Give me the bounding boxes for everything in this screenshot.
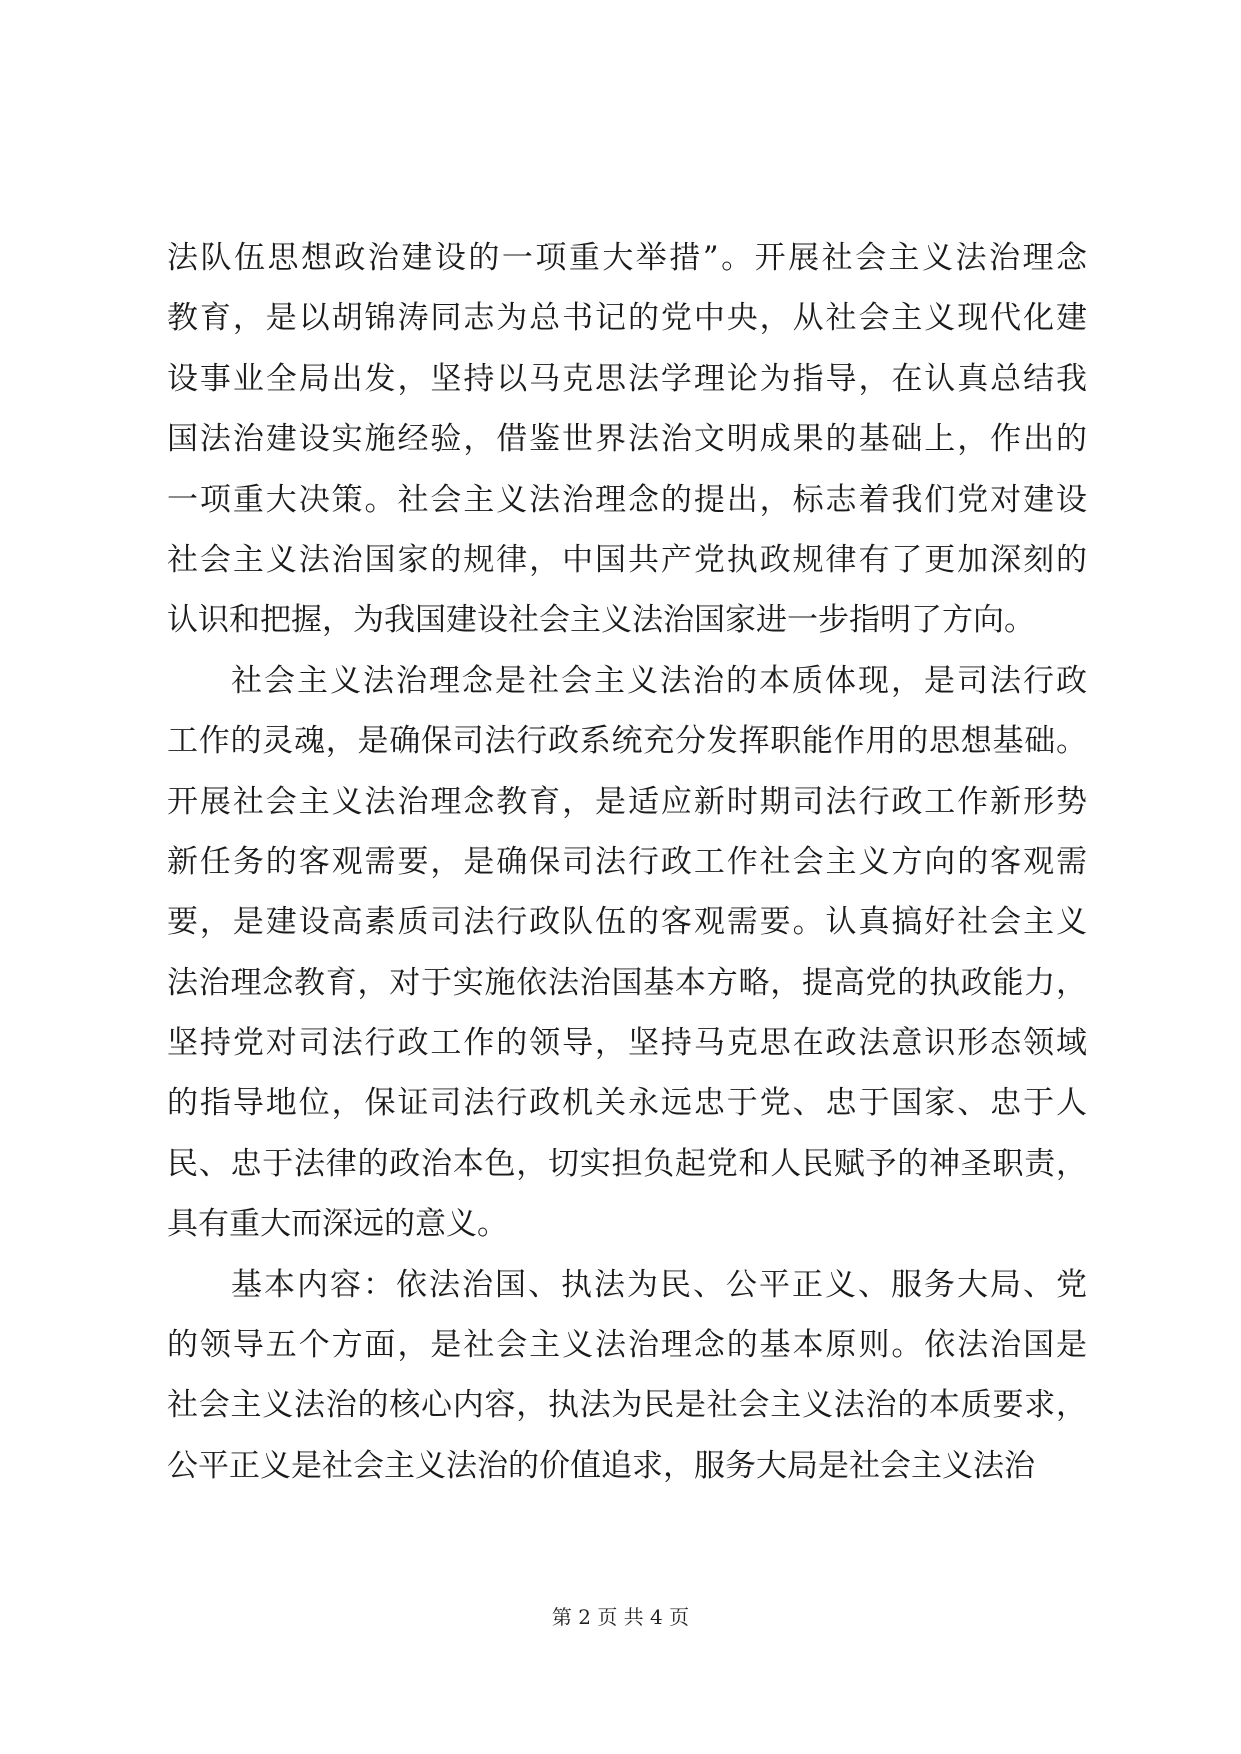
page-footer: 第 2 页 共 4 页 (551, 1605, 690, 1629)
text-line: 坚持党对司法行政工作的领导，坚持马克思在政法意识形态领域 (167, 1025, 1087, 1062)
text-line: 公平正义是社会主义法治的价值追求，服务大局是社会主义法治 (167, 1447, 1035, 1484)
text-line: 基本内容：依法治国、执法为民、公平正义、服务大局、党 (231, 1266, 1087, 1303)
paragraph (167, 1255, 1087, 1497)
document-body (167, 228, 1087, 1496)
text-line: 认识和把握，为我国建设社会主义法治国家进一步指明了方向。 (167, 602, 1035, 639)
paragraph (167, 228, 1087, 651)
text-line: 新任务的客观需要，是确保司法行政工作社会主义方向的客观需 (167, 843, 1087, 880)
text-line: 具有重大而深远的意义。 (167, 1206, 508, 1243)
text-line: 工作的灵魂，是确保司法行政系统充分发挥职能作用的思想基础。 (167, 723, 1087, 760)
text-line: 教育，是以胡锦涛同志为总书记的党中央，从社会主义现代化建 (167, 300, 1087, 337)
text-line: 要，是建设高素质司法行政队伍的客观需要。认真搞好社会主义 (167, 904, 1087, 941)
text-line: 的领导五个方面，是社会主义法治理念的基本原则。依法治国是 (167, 1327, 1087, 1364)
text-line: 法队伍思想政治建设的一项重大举措”。开展社会主义法治理念 (167, 240, 1087, 276)
text-line: 设事业全局出发，坚持以马克思法学理论为指导，在认真总结我 (167, 360, 1087, 397)
text-line: 国法治建设实施经验，借鉴世界法治文明成果的基础上，作出的 (167, 421, 1087, 458)
text-line: 开展社会主义法治理念教育，是适应新时期司法行政工作新形势 (167, 783, 1087, 820)
text-line: 社会主义法治国家的规律，中国共产党执政规律有了更加深刻的 (167, 541, 1087, 578)
text-line: 社会主义法治理念是社会主义法治的本质体现，是司法行政 (231, 662, 1087, 699)
paragraph (167, 651, 1087, 1255)
text-line: 一项重大决策。社会主义法治理念的提出，标志着我们党对建设 (167, 481, 1087, 518)
text-line: 社会主义法治的核心内容，执法为民是社会主义法治的本质要求， (167, 1387, 1087, 1424)
text-line: 法治理念教育，对于实施依法治国基本方略，提高党的执政能力， (167, 964, 1087, 1001)
text-line: 民、忠于法律的政治本色，切实担负起党和人民赋予的神圣职责， (167, 1145, 1087, 1182)
text-line: 的指导地位，保证司法行政机关永远忠于党、忠于国家、忠于人 (167, 1085, 1087, 1122)
